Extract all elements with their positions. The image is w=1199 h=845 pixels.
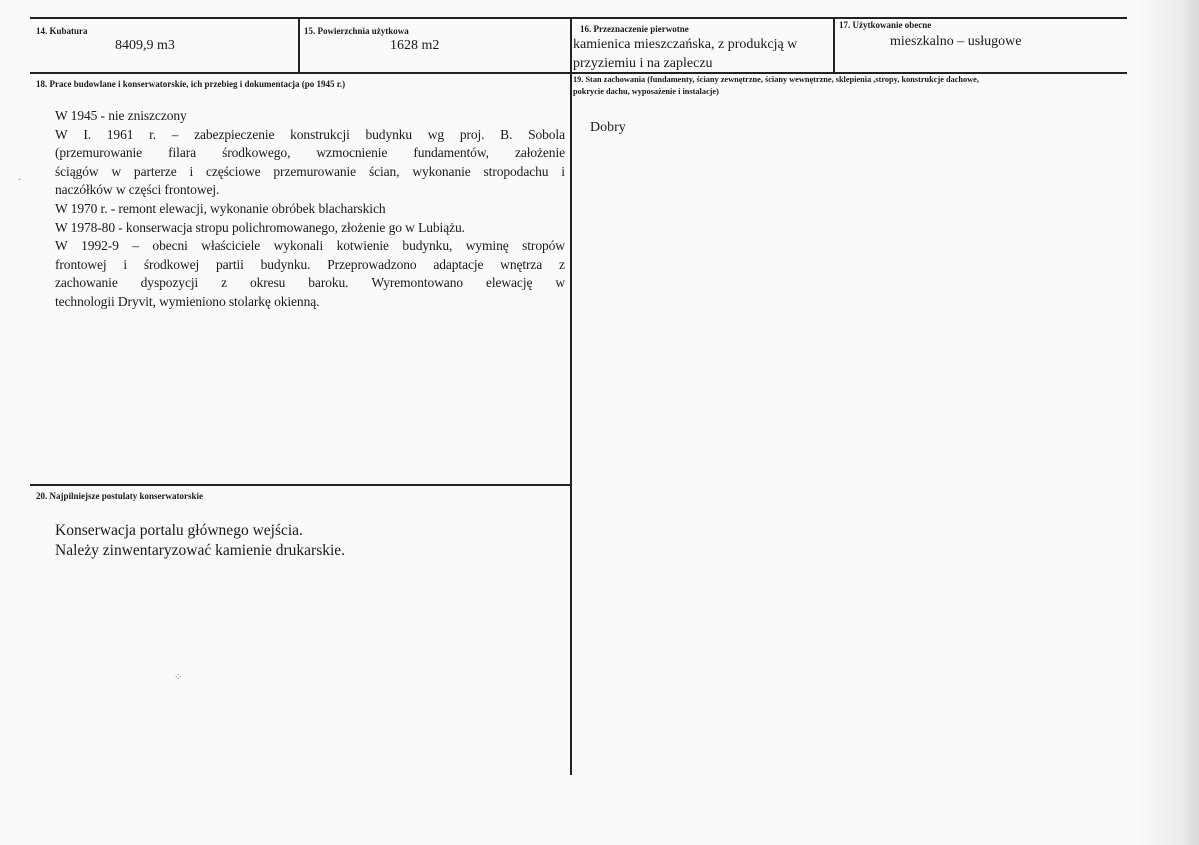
f18-line: W 1970 r. - remont elewacji, wykonanie obróbek blacharskich bbox=[55, 200, 386, 216]
field-16-value-line2: przyziemiu i na zapleczu bbox=[573, 56, 713, 71]
field-20-line: Konserwacja portalu głównego wejścia. bbox=[55, 522, 303, 539]
f18-line: ściągów w parterze i częściowe przemurowanie ścian, wykonanie stropodachu i bbox=[55, 163, 565, 179]
field-16-label: 16. Przeznaczenie pierwotne bbox=[580, 24, 689, 34]
top-border bbox=[30, 17, 1127, 19]
field-14-label: 14. Kubatura bbox=[36, 26, 88, 36]
scan-speck: ⁘ bbox=[174, 672, 183, 683]
field-19-label-line2: pokrycie dachu, wyposażenie i instalacje) bbox=[573, 87, 719, 96]
f18-line: (przemurowanie filara środkowego, wzmocnienie fundamentów, założenie bbox=[55, 145, 565, 161]
col-divider-main bbox=[570, 17, 572, 775]
f18-line: zachowanie dyspozycji z okresu baroku. Wyremontowano elewację w bbox=[55, 275, 565, 291]
field-17-label: 17. Użytkowanie obecne bbox=[839, 20, 932, 30]
field-20-label: 20. Najpilniejsze postulaty konserwatorskie bbox=[36, 491, 203, 501]
field-15-label: 15. Powierzchnia użytkowa bbox=[304, 26, 409, 36]
f18-line: W 1945 - nie zniszczony bbox=[55, 108, 187, 123]
field-20-line: Należy zinwentaryzować kamienie drukarskie. bbox=[55, 542, 346, 559]
f18-line: technologii Dryvit, wymieniono stolarkę okienną. bbox=[55, 293, 320, 309]
f18-line: W 1992-9 – obecni właściciele wykonali kotwienie budynku, wyminę stropów bbox=[55, 238, 565, 254]
col-divider-14-15 bbox=[298, 17, 300, 73]
page-edge-shadow bbox=[1137, 0, 1199, 845]
field-17-value: mieszkalno – usługowe bbox=[890, 34, 1022, 49]
field-19-label-line1: 19. Stan zachowania (fundamenty, ściany zewnętrzne, ściany wewnętrzne, sklepienia ,stropy, konstrukcje dachowe, bbox=[573, 75, 979, 84]
field-16-value-line1: kamienica mieszczańska, z produkcją w bbox=[573, 37, 798, 52]
col-divider-16-17 bbox=[833, 17, 835, 73]
field-15-value: 1628 m2 bbox=[390, 38, 440, 53]
f18-line: naczółków w części frontowej. bbox=[55, 182, 220, 198]
f18-line: frontowej i środkowej partii budynku. Przeprowadzono adaptacje wnętrza z bbox=[55, 256, 565, 272]
f18-line: W I. 1961 r. – zabezpieczenie konstrukcji budynku wg proj. B. Sobola bbox=[55, 126, 565, 142]
f18-line: W 1978-80 - konserwacja stropu polichromowanego, złożenie go w Lubiążu. bbox=[55, 219, 465, 235]
scan-speck: · bbox=[18, 175, 22, 186]
field-18-text bbox=[55, 107, 565, 312]
field-19-value: Dobry bbox=[590, 120, 626, 135]
field-18-label: 18. Prace budowlane i konserwatorskie, ich przebieg i dokumentacja (po 1945 r.) bbox=[36, 79, 346, 89]
row-divider-2 bbox=[30, 484, 570, 486]
field-14-value: 8409,9 m3 bbox=[115, 38, 175, 53]
